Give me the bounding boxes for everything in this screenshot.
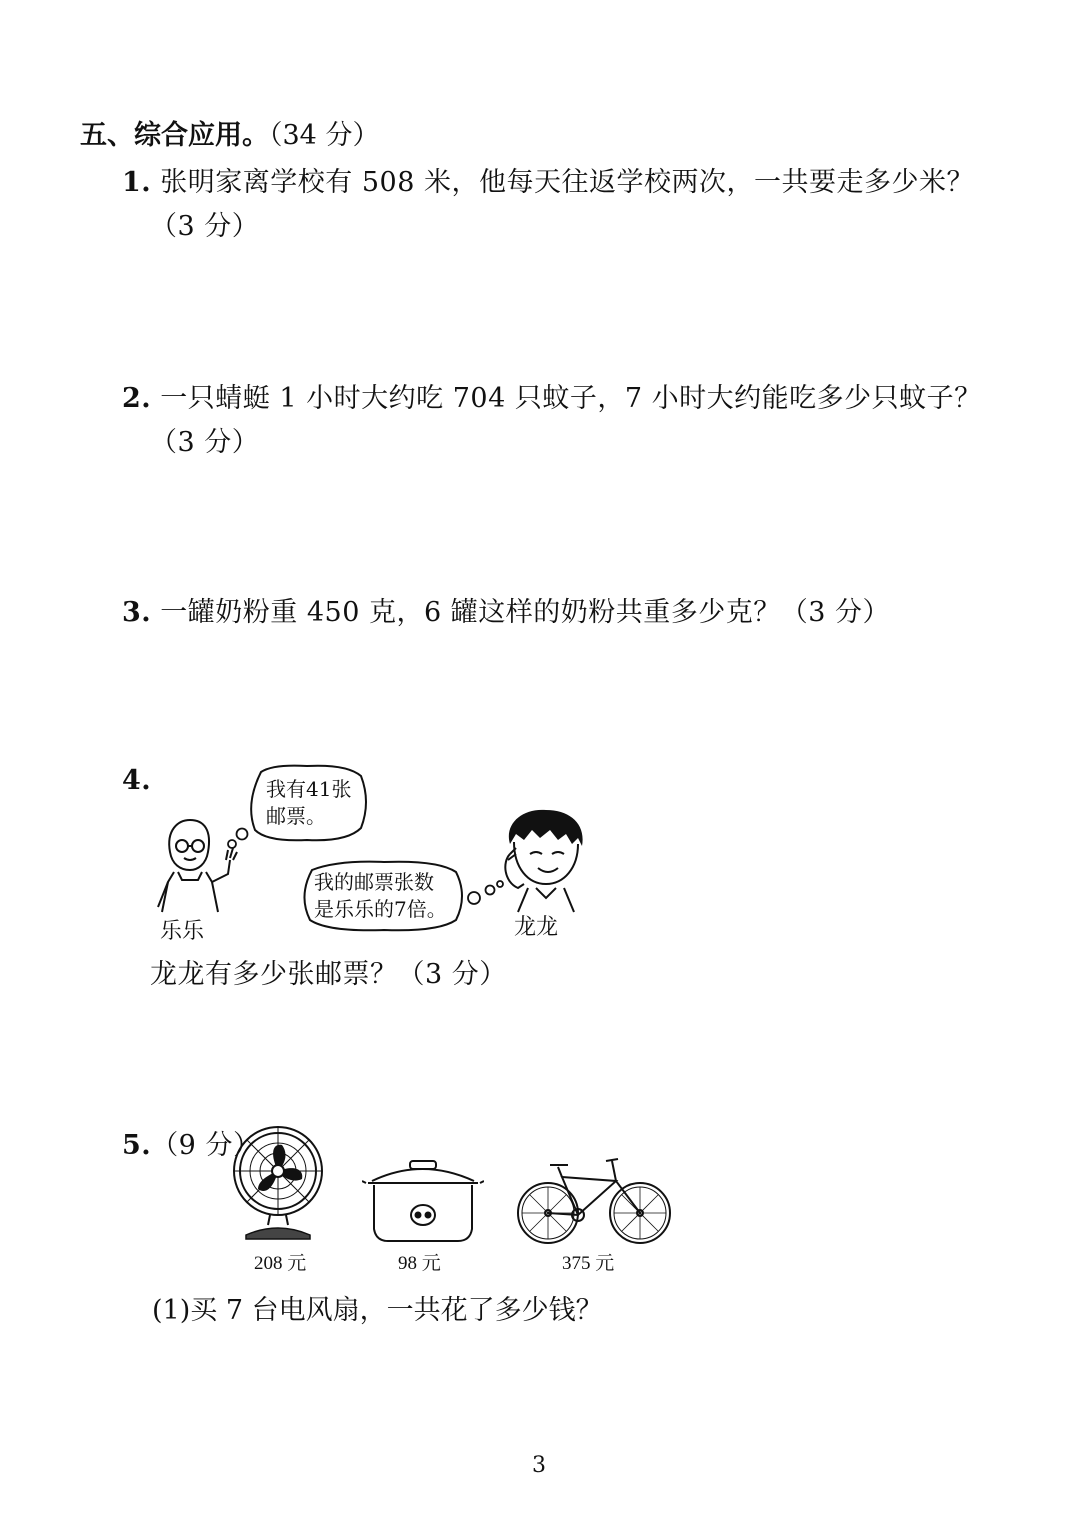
name-lele: 乐乐 [160,919,205,944]
question-number: 2. [122,383,152,414]
question-4-text: 龙龙有多少张邮票？（3 分） [150,959,507,990]
question-number: 1. [122,167,152,198]
section-title [80,113,379,152]
longlong-illustration [500,808,592,914]
question-2-score: （3 分） [150,427,260,458]
question-1-score: （3 分） [150,211,260,242]
question-4-number: 4. [122,765,152,796]
question-5-sub-1: (1)买 7 台电风扇，一共花了多少钱？ [152,1295,603,1326]
question-number: 3. [122,597,152,628]
rice-cooker-icon [362,1155,484,1245]
question-text: 张明家离学校有 508 米，他每天往返学校两次，一共要走多少米？ [160,167,974,198]
question-2 [122,376,982,415]
bicycle-price: 375 元 [562,1253,615,1274]
electric-fan-icon [230,1125,326,1243]
page-number: 3 [532,1453,546,1478]
question-number: 5. [122,1130,152,1161]
bubble-lele-line1: 我有41张 [266,777,352,801]
section-title-text: 五、综合应用。 [80,120,269,151]
section-score: （34 分） [269,120,380,151]
bicycle-icon [516,1145,672,1245]
question-text: 一只蜻蜓 1 小时大约吃 704 只蚊子，7 小时大约能吃多少只蚊子？ [160,383,982,414]
question-3 [122,590,890,629]
question-1 [122,160,974,199]
bubble-longlong-line1: 我的邮票张数 [314,870,434,894]
question-text: 一罐奶粉重 450 克，6 罐这样的奶粉共重多少克？（3 分） [160,597,891,628]
fan-price: 208 元 [254,1253,307,1274]
name-longlong: 龙龙 [514,915,559,940]
rice-cooker-price: 98 元 [398,1253,441,1274]
bubble-lele-line2: 邮票。 [266,804,326,828]
bubble-longlong-line2: 是乐乐的7倍。 [314,897,447,921]
question-score: （9 分） [151,1130,261,1161]
